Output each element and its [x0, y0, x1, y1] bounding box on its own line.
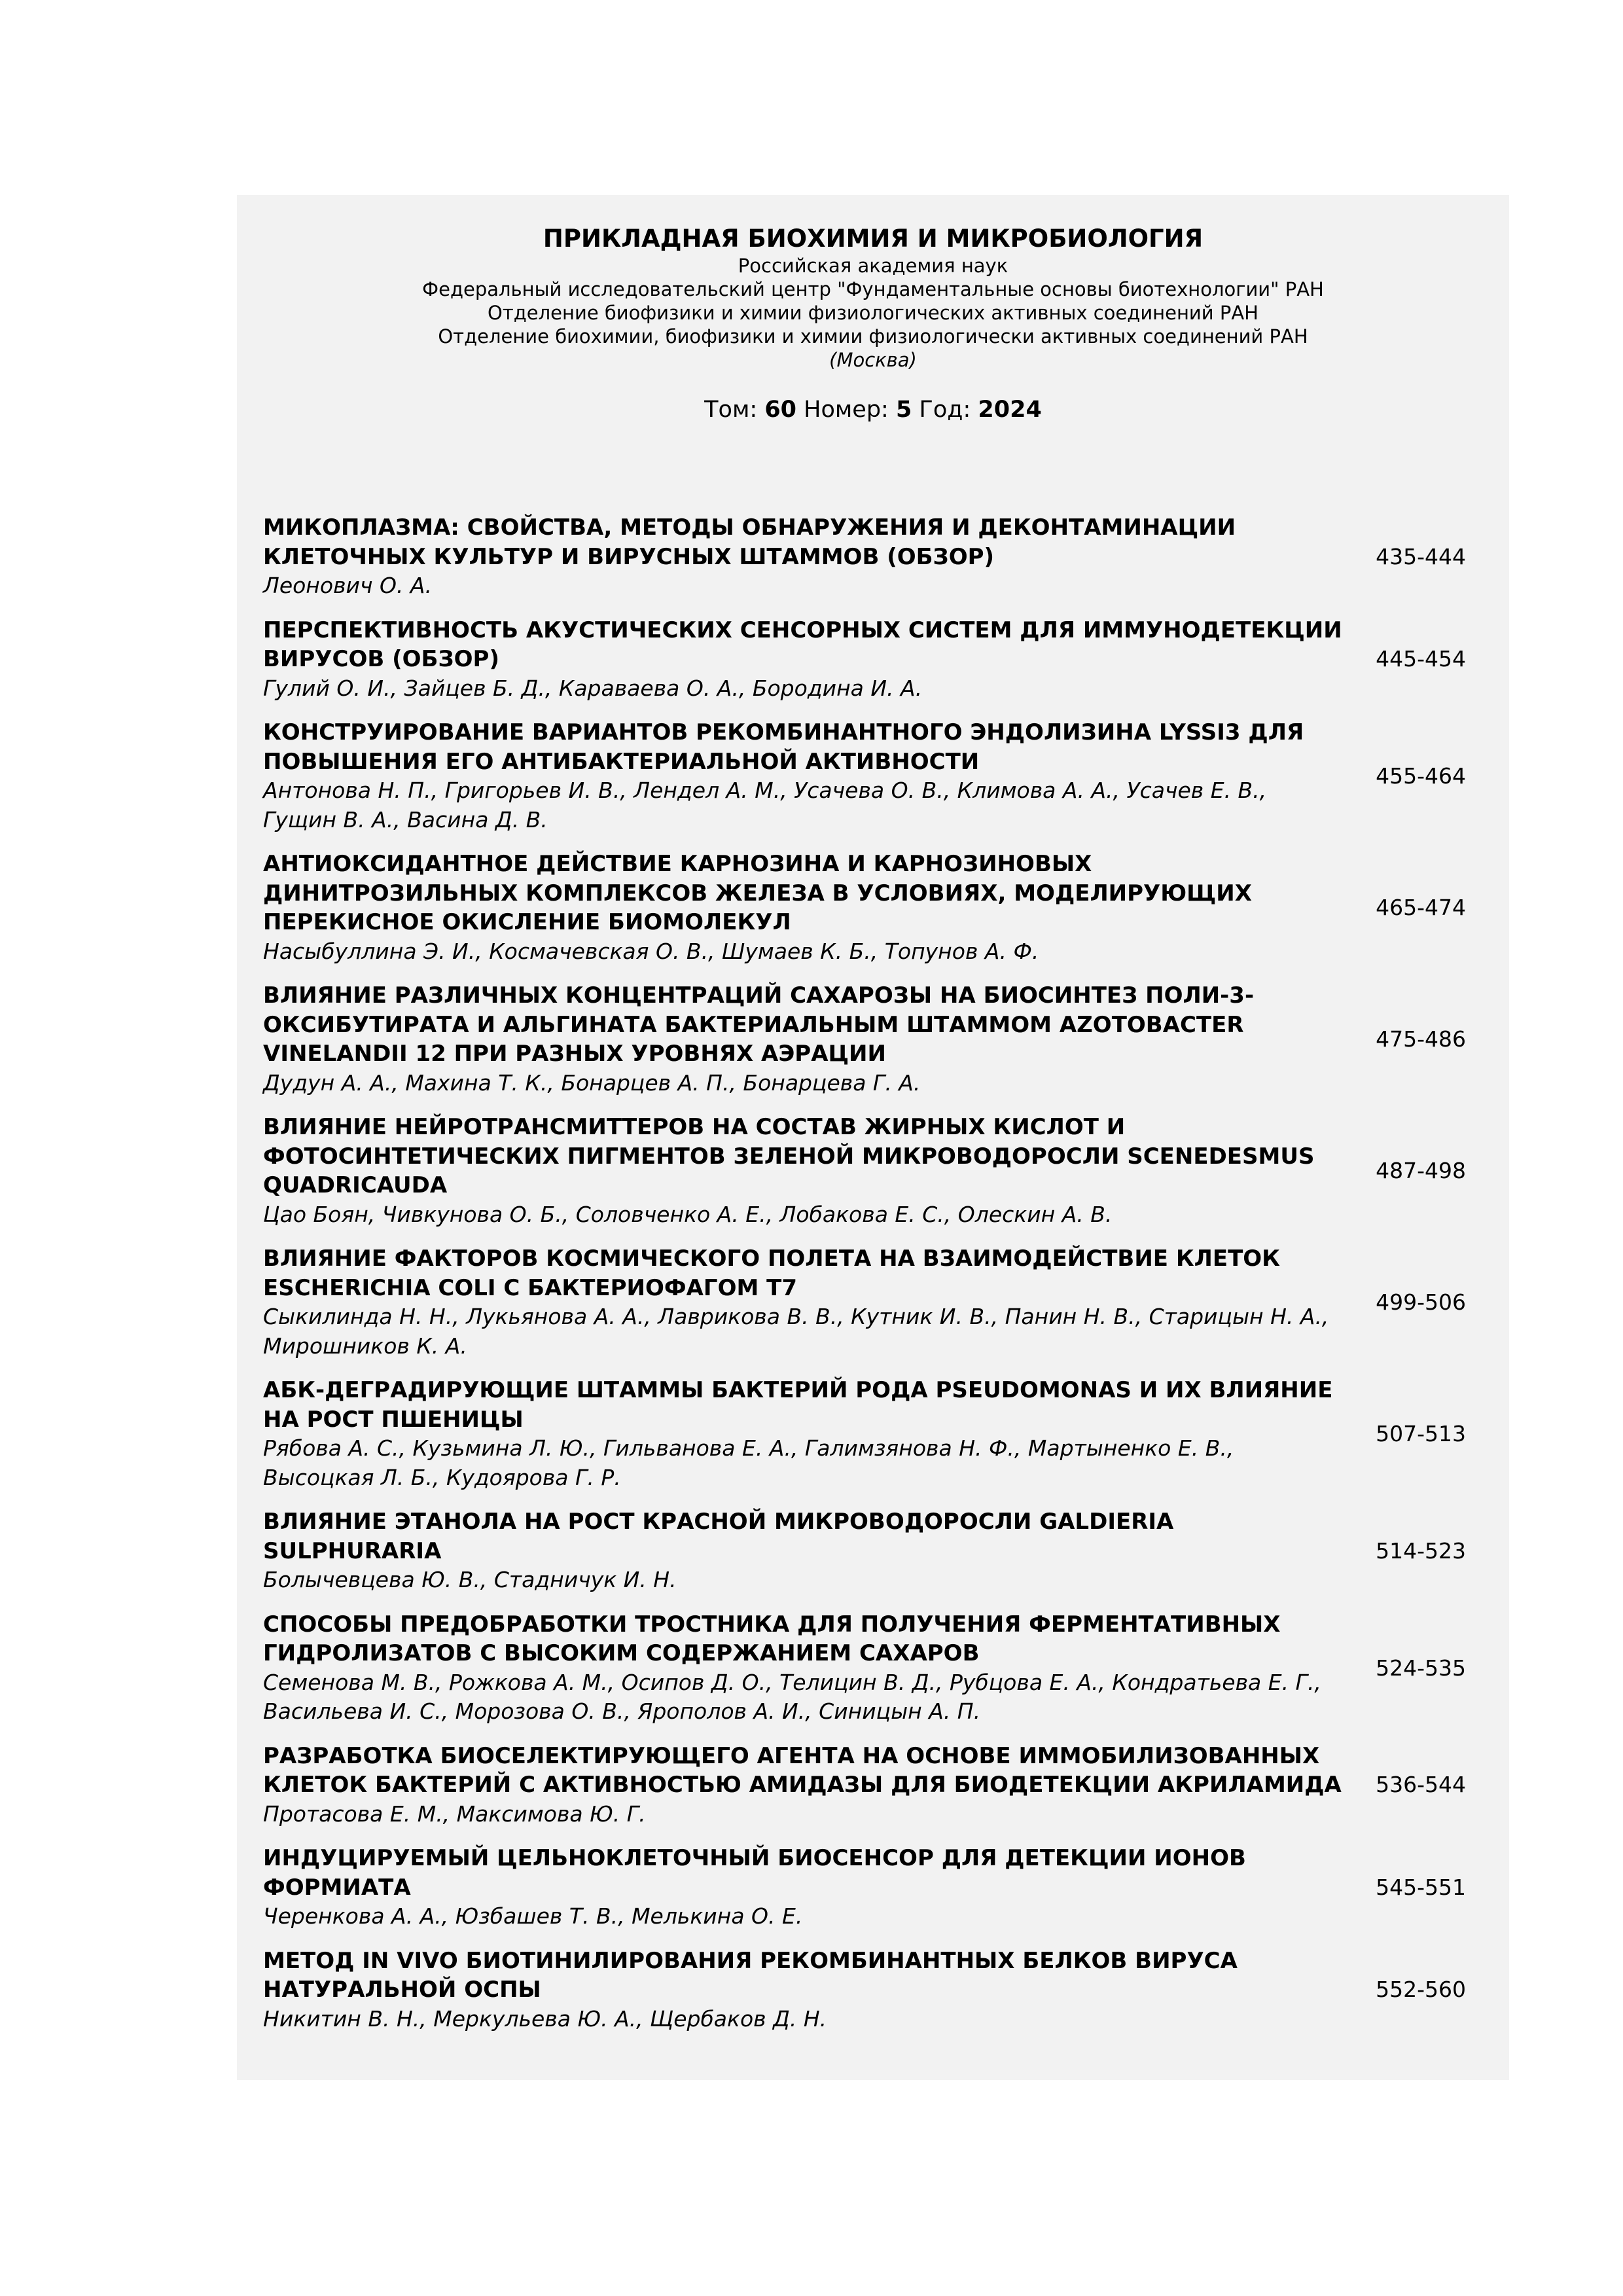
article-entry: [263, 1844, 1486, 1931]
article-pages: 465-474: [1376, 895, 1466, 920]
volume-label: Том:: [704, 397, 758, 423]
article-entry: [263, 718, 1486, 834]
article-entry: [263, 513, 1486, 601]
article-entry: [263, 1742, 1486, 1829]
article-pages: 487-498: [1376, 1158, 1466, 1183]
article-pages: 536-544: [1376, 1772, 1466, 1798]
org-line: Федеральный исследовательский центр "Фундаментальные основы биотехнологии" РАН: [422, 278, 1324, 300]
article-authors: Сыкилинда Н. Н., Лукьянова А. А., Лаврикова В. В., Кутник И. В., Панин Н. В., Старицын Н. А., Мирошников К. А.: [263, 1304, 1329, 1359]
city-line: (Москва): [829, 349, 917, 371]
article-authors: Гулий О. И., Зайцев Б. Д., Караваева О. А., Бородина И. А.: [263, 675, 923, 701]
article-pages: 475-486: [1376, 1026, 1466, 1052]
journal-title: ПРИКЛАДНАЯ БИОХИМИЯ И МИКРОБИОЛОГИЯ: [543, 224, 1204, 253]
article-authors: Семенова М. В., Рожкова А. М., Осипов Д. О., Телицин В. Д., Рубцова Е. А., Кондратьева Е. Г., Васильева И. С., Морозова О. В., Ярополов А. И., Синицын А. П.: [263, 1669, 1321, 1724]
org-line: Российская академия наук: [738, 255, 1008, 277]
article-body: [263, 1376, 1343, 1492]
number-value: 5: [896, 397, 912, 423]
article-body: [263, 1610, 1343, 1727]
article-title[interactable]: ПЕРСПЕКТИВНОСТЬ АКУСТИЧЕСКИХ СЕНСОРНЫХ СИСТЕМ ДЛЯ ИММУНОДЕТЕКЦИИ ВИРУСОВ (ОБЗОР): [263, 617, 1342, 672]
article-title[interactable]: ВЛИЯНИЕ ЭТАНОЛА НА РОСТ КРАСНОЙ МИКРОВОДОРОСЛИ GALDIERIA SULPHURARIA: [263, 1509, 1174, 1564]
article-pages: 545-551: [1376, 1874, 1466, 1900]
article-pages: 435-444: [1376, 543, 1466, 569]
year-label: Год:: [919, 397, 971, 423]
article-title[interactable]: ВЛИЯНИЕ ФАКТОРОВ КОСМИЧЕСКОГО ПОЛЕТА НА ВЗАИМОДЕЙСТВИЕ КЛЕТОК ESCHERICHIA COLI С БАКТЕРИОФАГОМ T7: [263, 1246, 1280, 1301]
number-label: Номер:: [804, 397, 889, 423]
journal-header: [237, 224, 1509, 424]
article-body: [263, 850, 1343, 966]
article-title[interactable]: ВЛИЯНИЕ РАЗЛИЧНЫХ КОНЦЕНТРАЦИЙ САХАРОЗЫ НА БИОСИНТЕЗ ПОЛИ-3-ОКСИБУТИРАТА И АЛЬГИНАТА БАКТЕРИАЛЬНЫМ ШТАММОМ AZOTOBACTER VINELANDII 12 ПРИ РАЗНЫХ УРОВНЯХ АЭРАЦИИ: [263, 982, 1255, 1067]
article-entry: [263, 1376, 1486, 1492]
article-body: [263, 1844, 1343, 1931]
article-entry: [263, 1244, 1486, 1361]
article-title[interactable]: АНТИОКСИДАНТНОЕ ДЕЙСТВИЕ КАРНОЗИНА И КАРНОЗИНОВЫХ ДИНИТРОЗИЛЬНЫХ КОМПЛЕКСОВ ЖЕЛЕЗА В УСЛОВИЯХ, МОДЕЛИРУЮЩИХ ПЕРЕКИСНОЕ ОКИСЛЕНИЕ БИОМОЛЕКУЛ: [263, 851, 1252, 935]
year-value: 2024: [978, 397, 1042, 423]
article-authors: Протасова Е. М., Максимова Ю. Г.: [263, 1801, 646, 1827]
article-pages: 499-506: [1376, 1289, 1466, 1315]
article-entry: [263, 981, 1486, 1098]
article-authors: Дудун А. А., Махина Т. К., Бонарцев А. П., Бонарцева Г. А.: [263, 1069, 921, 1096]
article-body: [263, 513, 1343, 601]
article-title[interactable]: МИКОПЛАЗМА: СВОЙСТВА, МЕТОДЫ ОБНАРУЖЕНИЯ И ДЕКОНТАМИНАЦИИ КЛЕТОЧНЫХ КУЛЬТУР И ВИРУСНЫХ ШТАММОВ (ОБЗОР): [263, 514, 1236, 570]
article-title[interactable]: РАЗРАБОТКА БИОСЕЛЕКТИРУЮЩЕГО АГЕНТА НА ОСНОВЕ ИММОБИЛИЗОВАННЫХ КЛЕТОК БАКТЕРИЙ С АКТИВНОСТЬЮ АМИДАЗЫ ДЛЯ БИОДЕТЕКЦИИ АКРИЛАМИДА: [263, 1742, 1342, 1798]
article-body: [263, 1946, 1343, 2034]
article-authors: Никитин В. Н., Меркульева Ю. А., Щербаков Д. Н.: [263, 2005, 827, 2032]
org-line: Отделение биофизики и химии физиологических активных соединений РАН: [488, 302, 1258, 324]
article-title[interactable]: АБК-ДЕГРАДИРУЮЩИЕ ШТАММЫ БАКТЕРИЙ РОДА PSEUDOMONAS И ИХ ВЛИЯНИЕ НА РОСТ ПШЕНИЦЫ: [263, 1377, 1333, 1433]
article-entry: [263, 1610, 1486, 1727]
article-authors: Черенкова А. А., Юзбашев Т. В., Мелькина О. Е.: [263, 1903, 803, 1929]
article-body: [263, 616, 1343, 704]
article-pages: 524-535: [1376, 1655, 1466, 1681]
article-body: [263, 1113, 1343, 1229]
article-authors: Антонова Н. П., Григорьев И. В., Лендел А. М., Усачева О. В., Климова А. А., Усачев Е. В., Гущин В. А., Васина Д. В.: [263, 778, 1267, 833]
article-entry: [263, 1946, 1486, 2034]
article-entry: [263, 616, 1486, 704]
article-body: [263, 1244, 1343, 1361]
article-authors: Леонович О. А.: [263, 573, 432, 598]
article-authors: Болычевцева Ю. В., Стадничук И. Н.: [263, 1567, 677, 1592]
contents-sheet: [237, 195, 1509, 2080]
article-authors: Насыбуллина Э. И., Космачевская О. В., Шумаев К. Б., Топунов А. Ф.: [263, 938, 1039, 964]
article-title[interactable]: ВЛИЯНИЕ НЕЙРОТРАНСМИТТЕРОВ НА СОСТАВ ЖИРНЫХ КИСЛОТ И ФОТОСИНТЕТИЧЕСКИХ ПИГМЕНТОВ ЗЕЛЕНОЙ МИКРОВОДОРОСЛИ SCENEDESMUS QUADRICAUDA: [263, 1114, 1315, 1198]
article-title[interactable]: ИНДУЦИРУЕМЫЙ ЦЕЛЬНОКЛЕТОЧНЫЙ БИОСЕНСОР ДЛЯ ДЕТЕКЦИИ ИОНОВ ФОРМИАТА: [263, 1845, 1246, 1901]
article-authors: Рябова А. С., Кузьмина Л. Ю., Гильванова Е. А., Галимзянова Н. Ф., Мартыненко Е. В., Высоцкая Л. Б., Кудоярова Г. Р.: [263, 1435, 1234, 1490]
article-title[interactable]: СПОСОБЫ ПРЕДОБРАБОТКИ ТРОСТНИКА ДЛЯ ПОЛУЧЕНИЯ ФЕРМЕНТАТИВНЫХ ГИДРОЛИЗАТОВ С ВЫСОКИМ СОДЕРЖАНИЕМ САХАРОВ: [263, 1611, 1281, 1666]
article-body: [263, 1742, 1343, 1829]
article-body: [263, 981, 1343, 1098]
article-pages: 514-523: [1376, 1537, 1466, 1564]
article-pages: 455-464: [1376, 763, 1466, 789]
article-pages: 445-454: [1376, 646, 1466, 672]
article-pages: 552-560: [1376, 1977, 1466, 2003]
article-entry: [263, 1113, 1486, 1229]
article-body: [263, 718, 1343, 834]
article-title[interactable]: МЕТОД IN VIVO БИОТИНИЛИРОВАНИЯ РЕКОМБИНАНТНЫХ БЕЛКОВ ВИРУСА НАТУРАЛЬНОЙ ОСПЫ: [263, 1947, 1238, 2003]
issue-info: [237, 395, 1509, 424]
article-entry: [263, 850, 1486, 966]
article-entry: [263, 1507, 1486, 1595]
article-pages: 507-513: [1376, 1421, 1466, 1446]
table-of-contents: [263, 513, 1486, 2049]
article-body: [263, 1507, 1343, 1595]
org-line: Отделение биохимии, биофизики и химии физиологически активных соединений РАН: [438, 325, 1308, 348]
volume-value: 60: [764, 397, 797, 423]
article-authors: Цао Боян, Чивкунова О. Б., Соловченко А. Е., Лобакова Е. С., Олескин А. В.: [263, 1201, 1113, 1227]
article-title[interactable]: КОНСТРУИРОВАНИЕ ВАРИАНТОВ РЕКОМБИНАНТНОГО ЭНДОЛИЗИНА LYSSI3 ДЛЯ ПОВЫШЕНИЯ ЕГО АНТИБАКТЕРИАЛЬНОЙ АКТИВНОСТИ: [263, 719, 1304, 775]
